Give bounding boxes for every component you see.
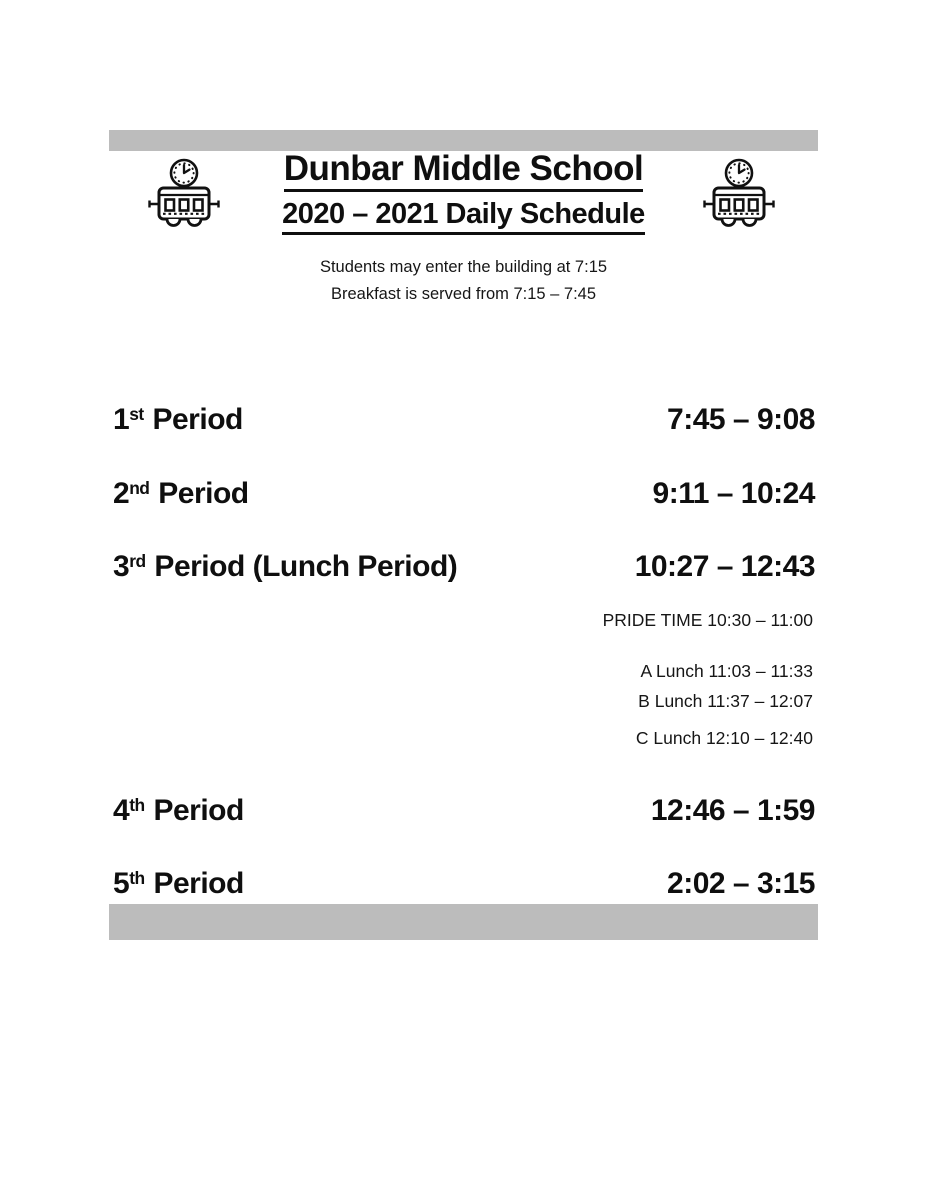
entry-note: Students may enter the building at 7:15 xyxy=(319,258,608,276)
breakfast-note: Breakfast is served from 7:15 – 7:45 xyxy=(330,285,597,303)
period-label: 3rd Period (Lunch Period) xyxy=(113,550,458,583)
period-label: 4th Period xyxy=(113,794,244,827)
period-row-4 xyxy=(113,795,815,830)
period-row-5 xyxy=(113,868,815,903)
a-lunch-line: A Lunch 11:03 – 11:33 xyxy=(640,661,813,681)
period-row-1 xyxy=(113,404,815,439)
pride-time-line: PRIDE TIME 10:30 – 11:00 xyxy=(602,610,813,630)
period-label: 2nd Period xyxy=(113,477,249,510)
page-title: Dunbar Middle School xyxy=(284,150,643,192)
top-divider-bar xyxy=(109,130,818,151)
b-lunch-line: B Lunch 11:37 – 12:07 xyxy=(638,691,813,711)
period-row-3 xyxy=(113,551,815,586)
bottom-divider-bar xyxy=(109,904,818,940)
period-time: 2:02 – 3:15 xyxy=(667,867,815,900)
period-label: 5th Period xyxy=(113,867,244,900)
c-lunch-line: C Lunch 12:10 – 12:40 xyxy=(635,728,813,748)
period-row-2 xyxy=(113,478,815,513)
header xyxy=(109,150,818,235)
period-time: 9:11 – 10:24 xyxy=(652,477,815,510)
period-label: 1st Period xyxy=(113,403,243,436)
period-time: 7:45 – 9:08 xyxy=(667,403,815,436)
page-subtitle: 2020 – 2021 Daily Schedule xyxy=(282,198,645,235)
period-time: 12:46 – 1:59 xyxy=(650,794,815,827)
period-time: 10:27 – 12:43 xyxy=(634,550,815,583)
